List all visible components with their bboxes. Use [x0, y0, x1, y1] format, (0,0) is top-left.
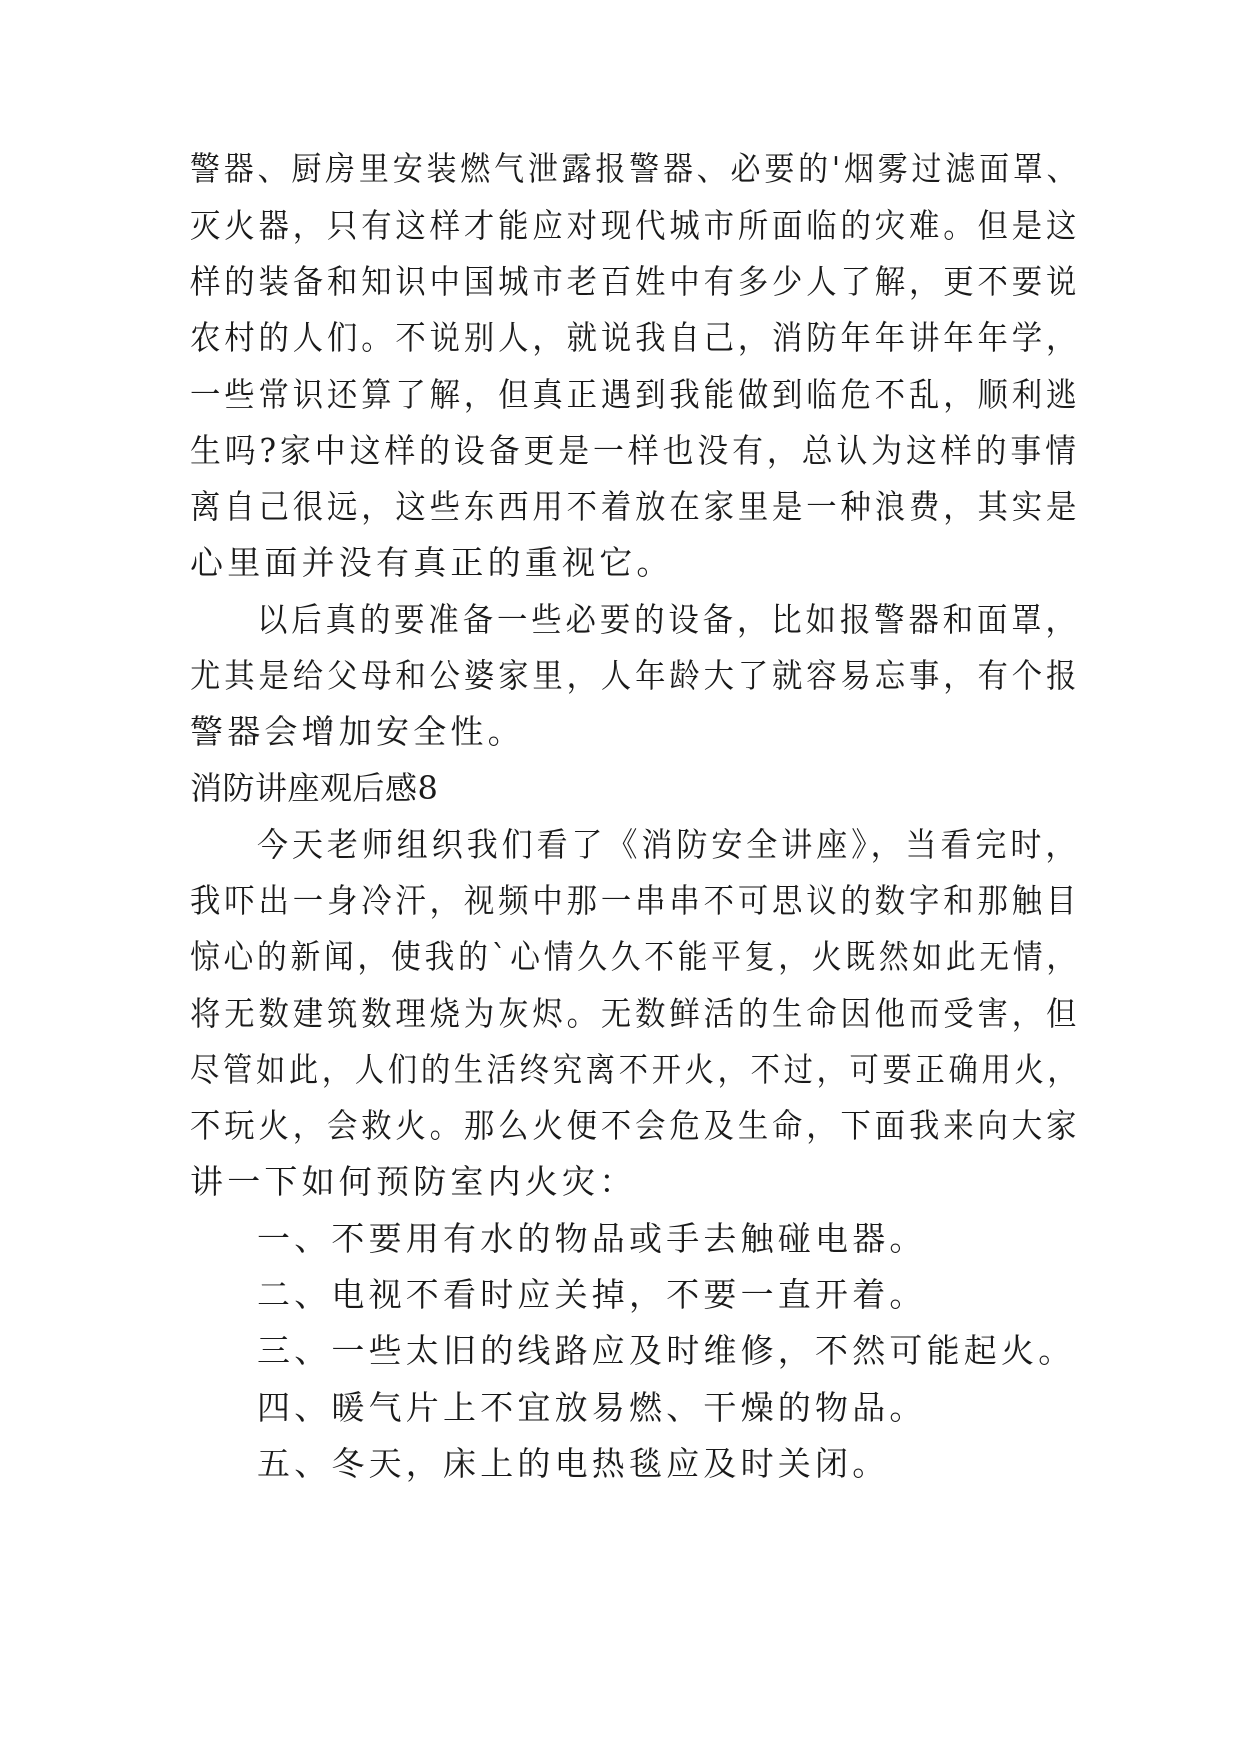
list-item: 三、一些太旧的线路应及时维修，不然可能起火。 [257, 1331, 1076, 1370]
text-line: 我吓出一身冷汗，视频中那一串串不可思议的数字和那触目 [190, 881, 1081, 920]
text-line: 一些常识还算了解，但真正遇到我能做到临危不乱，顺利逃 [190, 375, 1081, 414]
text-line: 样的装备和知识中国城市老百姓中有多少人了解，更不要说 [190, 262, 1081, 301]
text-line: 不玩火，会救火。那么火便不会危及生命，下面我来向大家 [190, 1106, 1081, 1145]
text-line: 离自己很远，这些东西用不着放在家里是一种浪费，其实是 [190, 487, 1081, 526]
text-line: 今天老师组织我们看了《消防安全讲座》，当看完时， [257, 825, 1081, 864]
text-line: 尤其是给父母和公婆家里，人年龄大了就容易忘事，有个报 [190, 656, 1081, 695]
text-line: 灭火器，只有这样才能应对现代城市所面临的灾难。但是这 [190, 206, 1081, 245]
text-line: 惊心的新闻，使我的`心情久久不能平复，火既然如此无情， [190, 937, 1080, 976]
text-line: 警器、厨房里安装燃气泄露报警器、必要的'烟雾过滤面罩、 [190, 149, 1081, 188]
text-line: 讲一下如何预防室内火灾： [190, 1162, 637, 1201]
list-item: 四、暖气片上不宜放易燃、干燥的物品。 [257, 1388, 927, 1427]
text-line: 将无数建筑数理烧为灰烬。无数鲜活的生命因他而受害，但 [190, 994, 1081, 1033]
list-item: 一、不要用有水的物品或手去触碰电器。 [257, 1219, 927, 1258]
section-title: 消防讲座观后感8 [190, 769, 439, 807]
list-item: 二、电视不看时应关掉，不要一直开着。 [257, 1275, 927, 1314]
list-item: 五、冬天，床上的电热毯应及时关闭。 [257, 1444, 890, 1483]
text-line: 尽管如此，人们的生活终究离不开火，不过，可要正确用火， [190, 1050, 1081, 1089]
text-line: 生吗?家中这样的设备更是一样也没有，总认为这样的事情 [190, 431, 1080, 470]
text-line: 心里面并没有真正的重视它。 [190, 543, 674, 582]
text-line: 农村的人们。不说别人，就说我自己，消防年年讲年年学， [190, 318, 1081, 357]
text-line: 以后真的要准备一些必要的设备，比如报警器和面罩， [257, 600, 1080, 639]
text-line: 警器会增加安全性。 [190, 712, 525, 751]
